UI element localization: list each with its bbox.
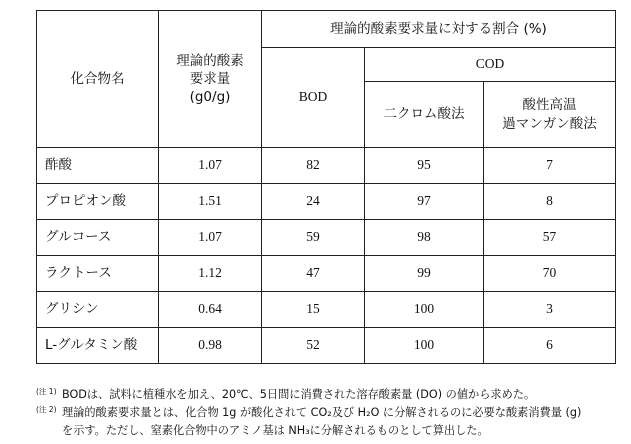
- bod-value: 24: [262, 184, 365, 220]
- cod-dichromate-value: 95: [365, 148, 484, 184]
- cod-permanganate-value: 3: [484, 292, 616, 328]
- bod-value: 59: [262, 220, 365, 256]
- compound-name: ラクトース: [37, 256, 159, 292]
- table-row: [37, 184, 616, 220]
- table-row: [37, 256, 616, 292]
- cod-dichromate-value: 100: [365, 292, 484, 328]
- table-row: [37, 148, 616, 184]
- footnote-label: (注 2): [36, 405, 57, 414]
- cod-permanganate-value: 57: [484, 220, 616, 256]
- footnotes: [36, 386, 628, 440]
- table-row: [37, 292, 616, 328]
- cod-header: COD: [365, 48, 616, 82]
- ratio-header: 理論的酸素要求量に対する割合 (%): [262, 11, 616, 48]
- cod-dichromate-value: 98: [365, 220, 484, 256]
- tod-value: 1.07: [159, 220, 262, 256]
- tod-header-line-1: 理論的酸素: [176, 52, 244, 69]
- dichromate-method-header: 二クロム酸法: [365, 82, 484, 148]
- footnote-text: BODは、試料に植種水を加え、20℃、5日間に消費された溶存酸素量 (DO) の値から求めた。: [62, 388, 536, 401]
- tod-value: 0.98: [159, 328, 262, 364]
- compound-name: 酢酸: [37, 148, 159, 184]
- compound-name: グルコース: [37, 220, 159, 256]
- footnote-label: (注 1): [36, 387, 57, 396]
- permanganate-header-line-2: 過マンガン酸法: [502, 115, 597, 132]
- table-row: [37, 220, 616, 256]
- cod-permanganate-value: 6: [484, 328, 616, 364]
- cod-dichromate-value: 99: [365, 256, 484, 292]
- cod-permanganate-value: 8: [484, 184, 616, 220]
- bod-value: 47: [262, 256, 365, 292]
- compound-name-header: 化合物名: [37, 11, 159, 148]
- tod-header-unit: (g0/g): [189, 89, 231, 106]
- compound-name: プロピオン酸: [37, 184, 159, 220]
- tod-header-line-2: 要求量: [189, 70, 231, 87]
- tod-value: 1.51: [159, 184, 262, 220]
- cod-dichromate-value: 100: [365, 328, 484, 364]
- bod-value: 52: [262, 328, 365, 364]
- footnote-2-continuation: [36, 422, 628, 440]
- compound-name: グリシン: [37, 292, 159, 328]
- cod-permanganate-value: 7: [484, 148, 616, 184]
- cod-permanganate-value: 70: [484, 256, 616, 292]
- bod-header: BOD: [262, 48, 365, 148]
- footnote-text: を示す。ただし、窒素化合物中のアミノ基は NH₃に分解されるものとして算出した。: [62, 424, 489, 437]
- tod-value: 1.12: [159, 256, 262, 292]
- bod-value: 15: [262, 292, 365, 328]
- cod-dichromate-value: 97: [365, 184, 484, 220]
- compound-name: L-グルタミン酸: [37, 328, 159, 364]
- footnote-1: [36, 386, 628, 404]
- toc-ratio-table: [36, 10, 616, 364]
- table-row: [37, 328, 616, 364]
- theoretical-oxygen-demand-header: [159, 11, 262, 148]
- tod-value: 1.07: [159, 148, 262, 184]
- bod-value: 82: [262, 148, 365, 184]
- footnote-text: 理論的酸素要求量とは、化合物 1g が酸化されて CO₂及び H₂O に分解されるのに必要な酸素消費量 (g): [62, 406, 582, 419]
- tod-value: 0.64: [159, 292, 262, 328]
- permanganate-header-line-1: 酸性高温: [522, 97, 577, 114]
- footnote-2: [36, 404, 628, 422]
- permanganate-method-header: [484, 82, 616, 148]
